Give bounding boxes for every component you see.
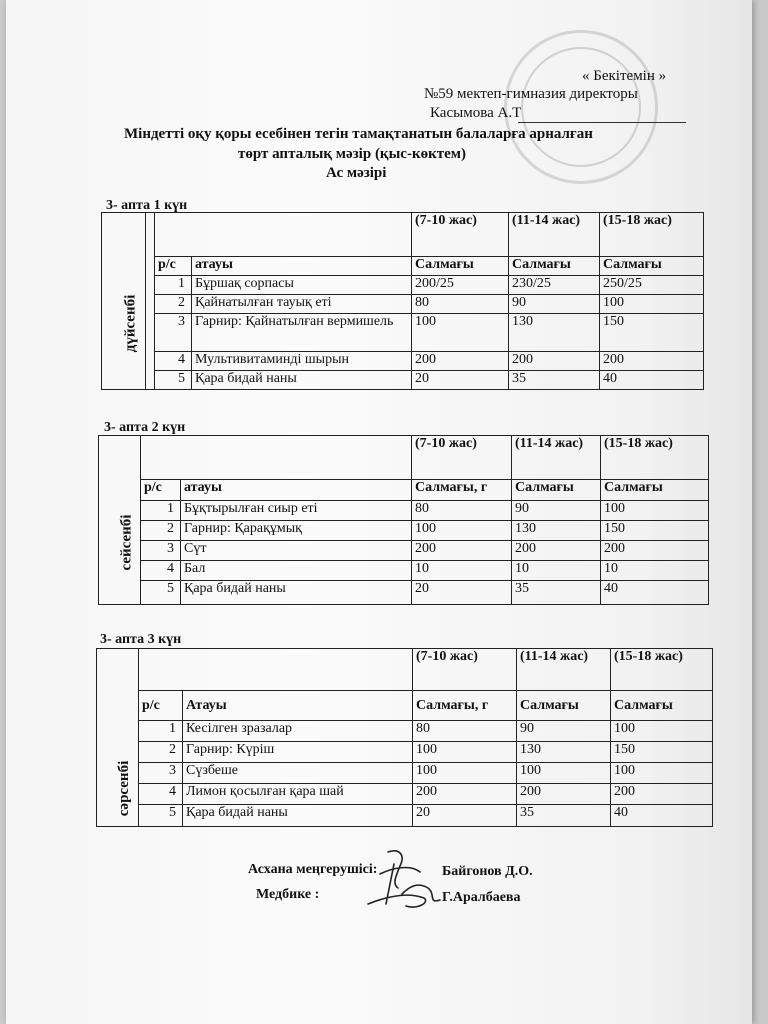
column-header: атауы: [181, 480, 412, 501]
section-title-day-1: 3- апта 1 күн: [106, 198, 188, 213]
weight-15-18: 100: [601, 501, 709, 521]
weight-7-10: 100: [413, 763, 517, 784]
weight-7-10: 200: [412, 541, 512, 561]
weight-7-10: 200: [413, 784, 517, 805]
dish-name: Лимон қосылған қара шай: [183, 784, 413, 805]
handwritten-signature: [358, 844, 448, 916]
dish-name: Гарнир: Күріш: [183, 742, 413, 763]
column-header: р/с: [141, 480, 181, 501]
column-header: Салмағы, г: [412, 480, 512, 501]
weight-15-18: 40: [601, 581, 709, 605]
weight-15-18: 100: [611, 763, 713, 784]
weight-15-18: 150: [601, 521, 709, 541]
table-row: [99, 541, 709, 561]
dish-name: Қара бидай наны: [181, 581, 412, 605]
table-row: [97, 805, 713, 827]
nurse-label: Медбике :: [256, 887, 320, 902]
dish-name: Гарнир: Қарақұмық: [181, 521, 412, 541]
weight-7-10: 100: [413, 742, 517, 763]
row-number: 4: [155, 352, 192, 371]
column-header: р/с: [155, 257, 192, 276]
table-row: [102, 352, 704, 371]
weight-7-10: 100: [412, 314, 509, 352]
day-cell: [102, 213, 146, 390]
blank-header-cell: [139, 649, 413, 691]
approval-school: №59 мектеп-гимназия директоры: [424, 86, 638, 102]
weight-7-10: 10: [412, 561, 512, 581]
column-header: Салмағы: [611, 691, 713, 721]
age-header: (7-10 жас): [413, 649, 517, 691]
day-label: сәрсенбі: [116, 760, 133, 817]
table-row: [102, 276, 704, 295]
dish-name: Сүт: [181, 541, 412, 561]
column-header: Салмағы: [517, 691, 611, 721]
row-number: 3: [141, 541, 181, 561]
row-number: 5: [155, 371, 192, 390]
weight-7-10: 80: [413, 721, 517, 742]
row-number: 2: [141, 521, 181, 541]
weight-11-14: 35: [512, 581, 601, 605]
approval-underline: [518, 122, 686, 123]
weight-11-14: 90: [517, 721, 611, 742]
day-label: сейсенбі: [118, 514, 135, 571]
age-header: (15-18 жас): [601, 436, 709, 480]
age-header: (7-10 жас): [412, 436, 512, 480]
weight-7-10: 200: [412, 352, 509, 371]
age-header: (15-18 жас): [600, 213, 704, 257]
header-line-3: Ас мәзірі: [326, 165, 387, 181]
approval-label: « Бекітемін »: [582, 68, 667, 84]
row-number: 4: [139, 784, 183, 805]
weight-15-18: 100: [611, 721, 713, 742]
weight-11-14: 35: [517, 805, 611, 827]
row-number: 2: [155, 295, 192, 314]
weight-11-14: 35: [509, 371, 600, 390]
weight-7-10: 100: [412, 521, 512, 541]
table-row: [97, 742, 713, 763]
header-line-2: төрт апталық мәзір (қыс-көктем): [238, 146, 466, 162]
weight-7-10: 80: [412, 501, 512, 521]
weight-11-14: 100: [517, 763, 611, 784]
column-header: атауы: [192, 257, 412, 276]
approval-director: Касымова А.Т: [430, 105, 522, 121]
row-number: 5: [141, 581, 181, 605]
weight-7-10: 20: [412, 581, 512, 605]
weight-11-14: 90: [512, 501, 601, 521]
weight-11-14: 10: [512, 561, 601, 581]
age-header: (11-14 жас): [509, 213, 600, 257]
weight-15-18: 150: [600, 314, 704, 352]
dish-name: Қара бидай наны: [192, 371, 412, 390]
row-number: 3: [139, 763, 183, 784]
day-cell: [99, 436, 141, 605]
column-header: Атауы: [183, 691, 413, 721]
column-header: Салмағы: [512, 480, 601, 501]
weight-11-14: 90: [509, 295, 600, 314]
section-title-day-3: 3- апта 3 күн: [100, 632, 182, 647]
day-cell: [97, 649, 139, 827]
row-number: 1: [139, 721, 183, 742]
dish-name: Сүзбеше: [183, 763, 413, 784]
weight-7-10: 20: [412, 371, 509, 390]
weight-11-14: 200: [509, 352, 600, 371]
weight-11-14: 200: [512, 541, 601, 561]
weight-15-18: 150: [611, 742, 713, 763]
column-header: Салмағы: [601, 480, 709, 501]
age-header: (11-14 жас): [517, 649, 611, 691]
weight-7-10: 20: [413, 805, 517, 827]
menu-table-day-1: [101, 212, 704, 390]
row-number: 3: [155, 314, 192, 352]
day-label: дүйсенбі: [122, 294, 139, 353]
weight-11-14: 130: [512, 521, 601, 541]
column-header: Салмағы: [600, 257, 704, 276]
row-number: 1: [141, 501, 181, 521]
table-row: [99, 581, 709, 605]
weight-15-18: 10: [601, 561, 709, 581]
dish-name: Кесілген зразалар: [183, 721, 413, 742]
weight-11-14: 230/25: [509, 276, 600, 295]
document-page: [6, 0, 752, 1024]
age-header: (15-18 жас): [611, 649, 713, 691]
dish-name: Қайнатылған тауық еті: [192, 295, 412, 314]
table-row: [102, 314, 704, 352]
weight-11-14: 130: [517, 742, 611, 763]
row-number: 5: [139, 805, 183, 827]
menu-table-day-3: [96, 648, 713, 827]
weight-7-10: 200/25: [412, 276, 509, 295]
dish-name: Қара бидай наны: [183, 805, 413, 827]
dish-name: Бұқтырылған сиыр еті: [181, 501, 412, 521]
table-row: [99, 561, 709, 581]
column-header: Салмағы: [412, 257, 509, 276]
table-row: [99, 501, 709, 521]
blank-header-cell: [141, 436, 412, 480]
row-number: 4: [141, 561, 181, 581]
column-header: Салмағы, г: [413, 691, 517, 721]
weight-15-18: 200: [600, 352, 704, 371]
age-header: (7-10 жас): [412, 213, 509, 257]
table-row: [97, 721, 713, 742]
seal-stamp: [504, 30, 658, 184]
table-row: [102, 371, 704, 390]
weight-15-18: 200: [601, 541, 709, 561]
column-header: р/с: [139, 691, 183, 721]
row-number: 2: [139, 742, 183, 763]
weight-7-10: 80: [412, 295, 509, 314]
row-number: 1: [155, 276, 192, 295]
age-header: (11-14 жас): [512, 436, 601, 480]
dish-name: Мультивитаминді шырын: [192, 352, 412, 371]
weight-15-18: 200: [611, 784, 713, 805]
dish-name: Гарнир: Қайнатылған вермишель: [192, 314, 412, 352]
weight-11-14: 130: [509, 314, 600, 352]
head-cook-name: Байгонов Д.О.: [442, 864, 533, 879]
table-row: [97, 763, 713, 784]
weight-11-14: 200: [517, 784, 611, 805]
section-title-day-2: 3- апта 2 күн: [104, 420, 186, 435]
nurse-name: Г.Аралбаева: [442, 890, 521, 905]
table-row: [97, 784, 713, 805]
table-row: [99, 521, 709, 541]
table-row: [102, 295, 704, 314]
blank-cell: [146, 213, 155, 390]
weight-15-18: 100: [600, 295, 704, 314]
header-line-1: Міндетті оқу қоры есебінен тегін тамақтанатын балаларға арналған: [124, 126, 593, 142]
head-cook-label: Асхана меңгерушісі:: [248, 862, 378, 877]
weight-15-18: 40: [600, 371, 704, 390]
column-header: Салмағы: [509, 257, 600, 276]
weight-15-18: 250/25: [600, 276, 704, 295]
menu-table-day-2: [98, 435, 709, 605]
dish-name: Бұршақ сорпасы: [192, 276, 412, 295]
blank-header-cell: [155, 213, 412, 257]
dish-name: Бал: [181, 561, 412, 581]
weight-15-18: 40: [611, 805, 713, 827]
